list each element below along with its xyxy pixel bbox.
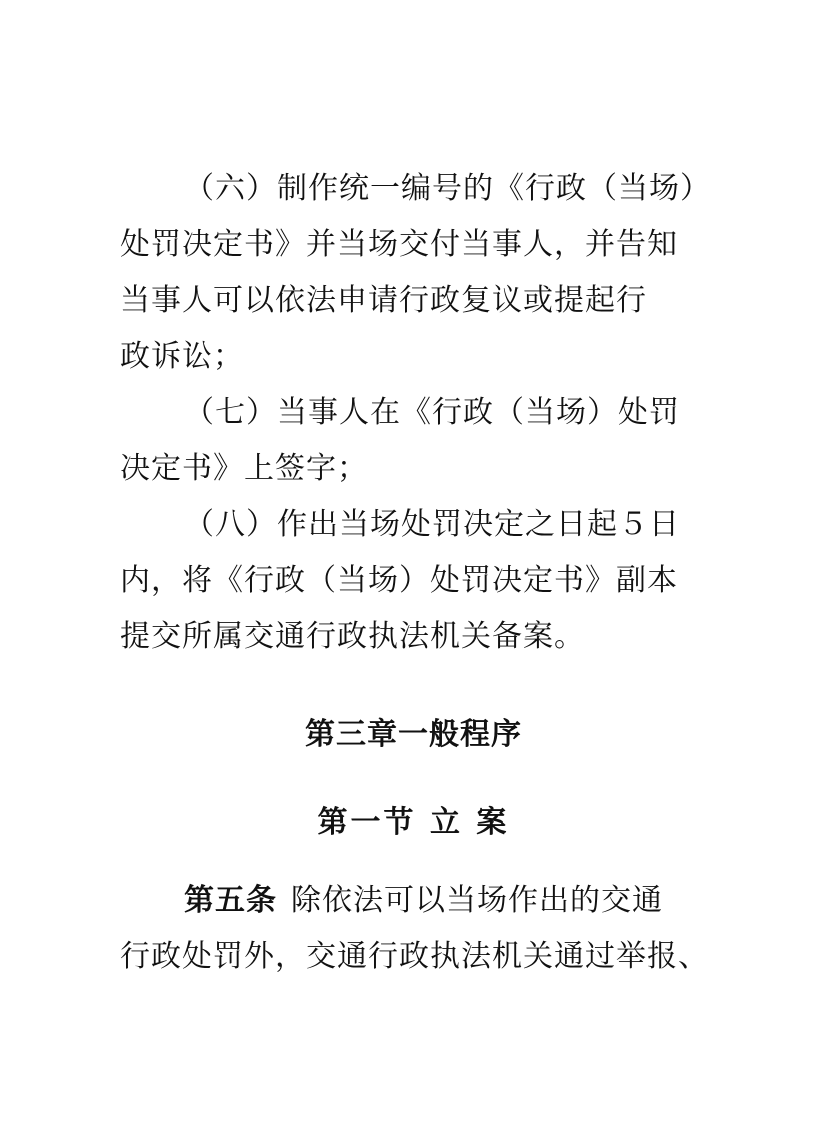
article-text: 除依法可以当场作出的交通 <box>291 883 663 918</box>
paragraph-line: 政诉讼； <box>120 339 244 374</box>
paragraph-line: 处罚决定书》并当场交付当事人，并告知 <box>120 227 678 262</box>
article-first-line <box>184 874 744 928</box>
article-second-line: 行政处罚外，交通行政执法机关通过举报、 <box>120 939 709 974</box>
paragraph-line: （七）当事人在《行政（当场）处罚 <box>184 395 680 430</box>
article-label: 第五条 <box>184 883 277 918</box>
paragraph-line: 内，将《行政（当场）处罚决定书》副本 <box>120 563 678 598</box>
paragraph-line: （八）作出当场处罚决定之日起５日 <box>184 507 680 542</box>
paragraph-line: 当事人可以依法申请行政复议或提起行 <box>120 283 647 318</box>
chapter-heading: 第三章一般程序 <box>305 717 522 752</box>
paragraph-line: 决定书》上签字； <box>120 451 368 486</box>
paragraph-line: （六）制作统一编号的《行政（当场） <box>184 171 711 206</box>
section-heading: 第一节 立 案 <box>317 805 510 840</box>
paragraph-line: 提交所属交通行政执法机关备案。 <box>120 619 585 654</box>
